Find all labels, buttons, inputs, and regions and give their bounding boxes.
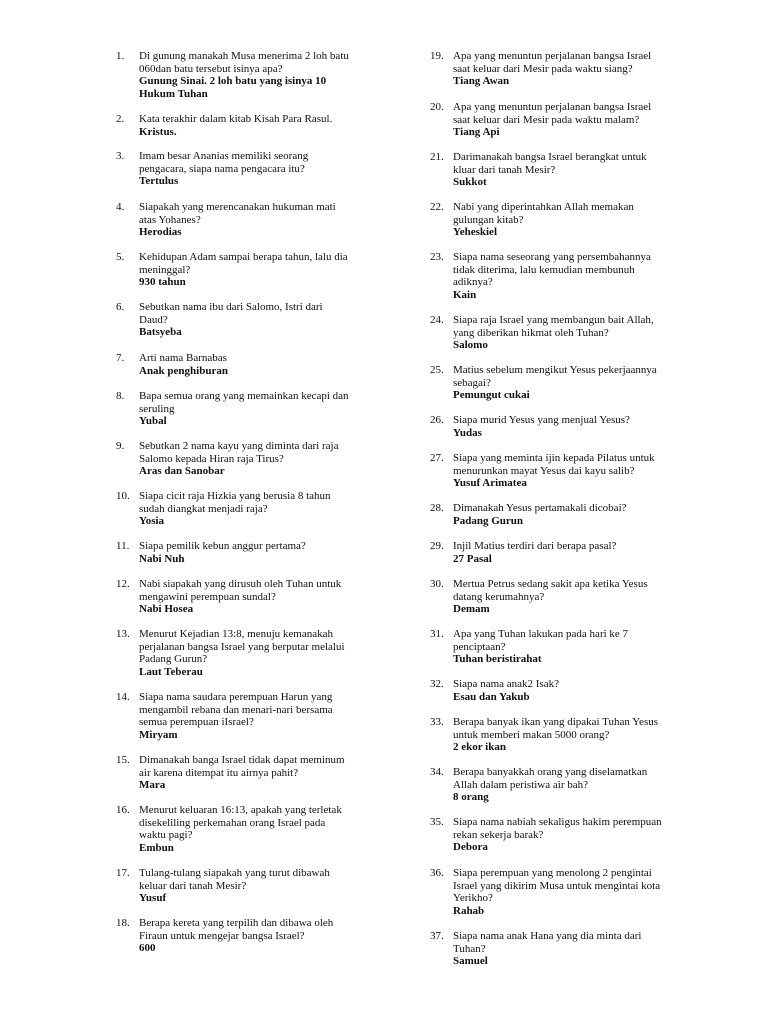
answer-text: Yudas bbox=[453, 426, 482, 439]
question-item bbox=[116, 201, 401, 239]
question-number: 23. bbox=[430, 251, 444, 263]
question-text: Berapa banyak ikan yang dipakai Tuhan Yesus untuk memberi makan 5000 orang? bbox=[453, 716, 659, 741]
question-number: 37. bbox=[430, 930, 444, 942]
question-number: 20. bbox=[430, 101, 444, 113]
question-text: Siapa yang meminta ijin kepada Pilatus untuk menurunkan mayat Yesus dai kayu salib? bbox=[453, 452, 655, 477]
question-item bbox=[430, 716, 701, 754]
question-number: 32. bbox=[430, 678, 444, 690]
question-number: 12. bbox=[116, 578, 130, 590]
question-text: Apa yang menuntun perjalanan bangsa Israel saat keluar dari Mesir pada waktu siang? bbox=[453, 50, 652, 75]
question-item bbox=[116, 804, 401, 854]
question-text: Menurut keluaran 16:13, apakah yang terletak disekeliling perkemahan orang Israel pada waktu pagi? bbox=[139, 804, 342, 842]
question-text: Siapakah yang merencanakan hukuman mati atas Yohanes? bbox=[139, 201, 336, 226]
question-item bbox=[116, 390, 401, 428]
answer-text: 930 tahun bbox=[139, 276, 186, 289]
question-number: 1. bbox=[116, 50, 125, 62]
question-item bbox=[116, 578, 401, 616]
question-item bbox=[430, 314, 701, 352]
question-text: Siapa nama nabiah sekaligus hakim perempuan rekan sekerja barak? bbox=[453, 816, 662, 841]
answer-text: Embun bbox=[139, 841, 174, 854]
answer-text: Herodias bbox=[139, 226, 182, 239]
question-item bbox=[116, 150, 401, 188]
answer-text: Tertulus bbox=[139, 175, 179, 188]
question-number: 16. bbox=[116, 804, 130, 816]
question-item bbox=[430, 540, 701, 565]
answer-text: Yubal bbox=[139, 415, 167, 428]
question-text: Apa yang menuntun perjalanan bangsa Israel saat keluar dari Mesir pada waktu malam? bbox=[453, 101, 652, 126]
answer-text: Pemungut cukai bbox=[453, 389, 530, 402]
question-number: 7. bbox=[116, 352, 125, 364]
question-item bbox=[430, 766, 701, 804]
question-text: Siapa cicit raja Hizkia yang berusia 8 tahun sudah diangkat menjadi raja? bbox=[139, 490, 331, 515]
question-number: 24. bbox=[430, 314, 444, 326]
question-item bbox=[430, 251, 701, 301]
question-number: 25. bbox=[430, 364, 444, 376]
question-item bbox=[116, 440, 401, 478]
answer-text: Debora bbox=[453, 841, 488, 854]
question-number: 10. bbox=[116, 490, 130, 502]
answer-text: Padang Gurun bbox=[453, 514, 523, 527]
question-text: Apa yang Tuhan lakukan pada hari ke 7 penciptaan? bbox=[453, 628, 629, 653]
question-number: 4. bbox=[116, 201, 125, 213]
question-item bbox=[430, 502, 701, 527]
answer-text: Anak penghiburan bbox=[139, 364, 228, 377]
question-number: 30. bbox=[430, 578, 444, 590]
question-number: 9. bbox=[116, 440, 125, 452]
answer-text: Yusuf Arimatea bbox=[453, 477, 527, 490]
question-text: Siapa perempuan yang menolong 2 pengintai Israel yang dikirim Musa untuk mengintai kota Yerikho? bbox=[453, 867, 661, 905]
question-number: 21. bbox=[430, 151, 444, 163]
question-text: Imam besar Ananias memiliki seorang pengacara, siapa nama pengacara itu? bbox=[139, 150, 309, 175]
question-text: Mertua Petrus sedang sakit apa ketika Yesus datang kerumahnya? bbox=[453, 578, 648, 603]
question-number: 18. bbox=[116, 917, 130, 929]
question-text: Kehidupan Adam sampai berapa tahun, lalu dia meninggal? bbox=[139, 251, 348, 276]
question-text: Siapa nama anak2 Isak? bbox=[453, 678, 559, 690]
question-number: 5. bbox=[116, 251, 125, 263]
question-item bbox=[116, 867, 401, 905]
answer-text: Yosia bbox=[139, 515, 165, 528]
question-text: Berapa kereta yang terpilih dan dibawa oleh Firaun untuk mengejar bangsa Israel? bbox=[139, 917, 334, 942]
question-number: 28. bbox=[430, 502, 444, 514]
question-number: 2. bbox=[116, 113, 125, 125]
question-item bbox=[430, 628, 701, 666]
answer-text: Tiang Api bbox=[453, 126, 500, 139]
answer-text: Samuel bbox=[453, 955, 488, 968]
answer-text: 8 orang bbox=[453, 791, 489, 804]
question-number: 3. bbox=[116, 150, 125, 162]
question-item bbox=[116, 490, 401, 528]
answer-text: Rahab bbox=[453, 904, 485, 917]
answer-text: Kain bbox=[453, 288, 477, 301]
question-number: 29. bbox=[430, 540, 444, 552]
answer-text: 2 ekor ikan bbox=[453, 741, 506, 754]
question-number: 35. bbox=[430, 816, 444, 828]
question-text: Menurut Kejadian 13:8, menuju kemanakah perjalanan bangsa Israel yang berputar melalui Padang Gurun? bbox=[139, 628, 345, 666]
answer-text: Miryam bbox=[139, 728, 178, 741]
question-item bbox=[116, 540, 401, 565]
question-number: 15. bbox=[116, 754, 130, 766]
answer-text: Kristus. bbox=[139, 125, 177, 138]
question-text: Matius sebelum mengikut Yesus pekerjaannya sebagai? bbox=[453, 364, 657, 389]
question-item bbox=[430, 816, 701, 854]
answer-text: Demam bbox=[453, 603, 490, 616]
question-number: 13. bbox=[116, 628, 130, 640]
question-item bbox=[430, 678, 701, 703]
question-text: Siapa pemilik kebun anggur pertama? bbox=[139, 540, 306, 552]
question-item bbox=[116, 251, 401, 289]
answer-text: Nabi Nuh bbox=[139, 552, 185, 565]
question-item bbox=[116, 917, 401, 955]
question-number: 34. bbox=[430, 766, 444, 778]
question-number: 27. bbox=[430, 452, 444, 464]
question-text: Injil Matius terdiri dari berapa pasal? bbox=[453, 540, 617, 552]
question-number: 31. bbox=[430, 628, 444, 640]
question-text: Kata terakhir dalam kitab Kisah Para Rasul. bbox=[139, 113, 333, 125]
answer-text: Tuhan beristirahat bbox=[453, 653, 542, 666]
question-item bbox=[116, 352, 401, 377]
answer-text: Yeheskiel bbox=[453, 226, 497, 239]
question-text: Siapa murid Yesus yang menjual Yesus? bbox=[453, 414, 630, 426]
question-text: Darimanakah bangsa Israel berangkat untuk kluar dari tanah Mesir? bbox=[453, 151, 647, 176]
question-text: Siapa nama anak Hana yang dia minta dari Tuhan? bbox=[453, 930, 642, 955]
answer-text: Yusuf bbox=[139, 892, 167, 905]
question-item bbox=[430, 151, 701, 189]
answer-text: Salomo bbox=[453, 339, 488, 352]
answer-text: 600 bbox=[139, 942, 156, 955]
question-number: 14. bbox=[116, 691, 130, 703]
answer-text: Laut Teberau bbox=[139, 665, 203, 678]
question-number: 17. bbox=[116, 867, 130, 879]
question-number: 22. bbox=[430, 201, 444, 213]
question-text: Bapa semua orang yang memainkan kecapi dan seruling bbox=[139, 390, 349, 415]
question-item bbox=[430, 930, 701, 968]
question-item bbox=[430, 414, 701, 439]
question-number: 6. bbox=[116, 301, 125, 313]
answer-text: Gunung Sinai. 2 loh batu yang isinya 10 Hukum Tuhan bbox=[139, 75, 327, 100]
answer-text: Batsyeba bbox=[139, 326, 182, 339]
question-text: Di gunung manakah Musa menerima 2 loh batu 060dan batu tersebut isinya apa? bbox=[139, 50, 349, 75]
answer-text: Tiang Awan bbox=[453, 75, 510, 88]
question-item bbox=[116, 301, 401, 339]
question-text: Nabi siapakah yang dirusuh oleh Tuhan untuk mengawini perempuan sundal? bbox=[139, 578, 342, 603]
question-item bbox=[430, 578, 701, 616]
question-number: 19. bbox=[430, 50, 444, 62]
question-number: 36. bbox=[430, 867, 444, 879]
question-number: 33. bbox=[430, 716, 444, 728]
question-item bbox=[430, 364, 701, 402]
question-item bbox=[430, 867, 701, 917]
answer-text: 27 Pasal bbox=[453, 552, 492, 565]
answer-text: Sukkot bbox=[453, 176, 487, 189]
question-number: 8. bbox=[116, 390, 125, 402]
question-text: Dimanakah Yesus pertamakali dicobai? bbox=[453, 502, 627, 514]
question-text: Sebutkan nama ibu dari Salomo, Istri dari Daud? bbox=[139, 301, 323, 326]
question-text: Siapa nama seseorang yang persembahannya tidak diterima, lalu kemudian membunuh adiknya? bbox=[453, 251, 651, 289]
question-item bbox=[116, 50, 401, 100]
answer-text: Nabi Hosea bbox=[139, 603, 194, 616]
question-text: Arti nama Barnabas bbox=[139, 352, 227, 364]
question-item bbox=[116, 113, 401, 138]
question-item bbox=[430, 50, 701, 88]
question-text: Sebutkan 2 nama kayu yang diminta dari raja Salomo kepada Hiran raja Tirus? bbox=[139, 440, 339, 465]
question-text: Berapa banyakkah orang yang diselamatkan Allah dalam peristiwa air bah? bbox=[453, 766, 648, 791]
answer-text: Aras dan Sanobar bbox=[139, 465, 225, 478]
question-text: Dimanakah banga Israel tidak dapat meminum air karena ditempat itu airnya pahit? bbox=[139, 754, 345, 779]
question-number: 26. bbox=[430, 414, 444, 426]
question-text: Siapa raja Israel yang membangun bait Allah, yang diberikan hikmat oleh Tuhan? bbox=[453, 314, 654, 339]
question-text: Nabi yang diperintahkan Allah memakan gulungan kitab? bbox=[453, 201, 634, 226]
question-number: 11. bbox=[116, 540, 130, 552]
answer-text: Mara bbox=[139, 779, 166, 792]
question-item bbox=[116, 754, 401, 792]
question-text: Tulang-tulang siapakah yang turut dibawah keluar dari tanah Mesir? bbox=[139, 867, 330, 892]
answer-text: Esau dan Yakub bbox=[453, 690, 530, 703]
question-item bbox=[430, 201, 701, 239]
question-item bbox=[430, 452, 701, 490]
question-text: Siapa nama saudara perempuan Harun yang mengambil rebana dan menari-nari bersama semua perempuan iIsrael? bbox=[139, 691, 333, 729]
question-item bbox=[116, 691, 401, 741]
question-item bbox=[430, 101, 701, 139]
question-item bbox=[116, 628, 401, 678]
